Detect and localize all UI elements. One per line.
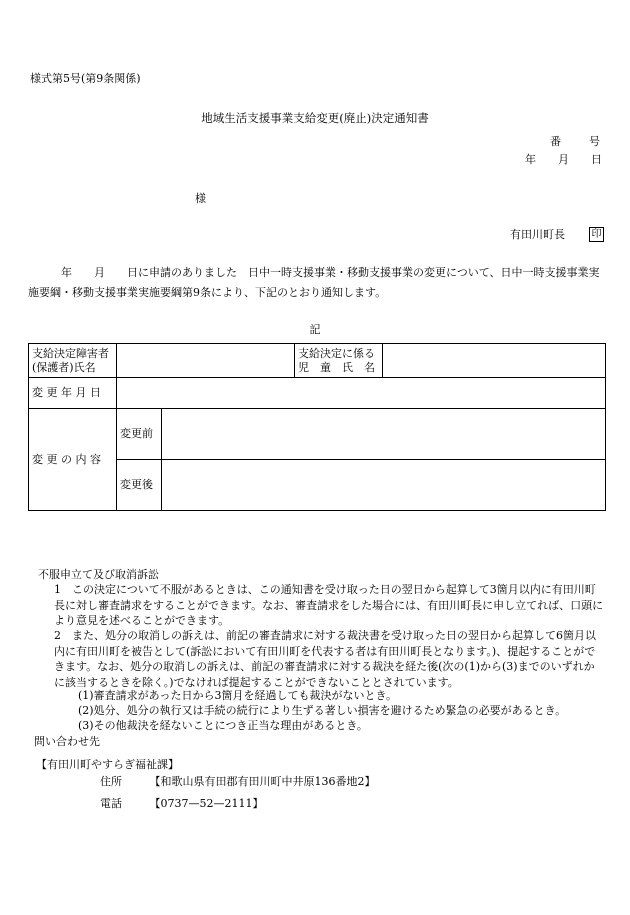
change-date-value [117,378,606,409]
inquiry-phone-row [100,795,264,811]
record-mark: 記 [309,323,321,336]
issuer-block [510,226,604,242]
recipient-name-value [117,344,295,378]
child-label-line2: 児 童 氏 名 [298,360,375,374]
inquiry-office: 【有田川町やすらぎ福祉課】 [36,758,179,771]
after-value [162,460,606,511]
form-number: 様式第5号(第9条関係) [30,72,141,85]
date-label: 年 月 日 [525,153,602,166]
table-row [29,378,606,409]
after-label: 変更後 [117,460,162,511]
recipient-name-label [29,344,117,378]
appeal-sub-item-3: (3)その他裁決を経ないことにつき正当な理由があるとき。 [78,719,368,732]
before-value [162,409,606,460]
reference-number-label: 番 号 [550,135,602,148]
child-name-label [295,344,383,378]
change-content-label: 変 更 の 内 容 [29,409,117,511]
recipient-label-line1: 支給決定障害者 [32,346,109,360]
appeal-item-2: 2 また、処分の取消しの訴えは、前記の審査請求に対する裁決書を受け取った日の翌日から起算して6箇月以内に有田川町を被告として(訴訟において有田川町を代表する者は有田川町長となります。)、提起することができます。なお、処分の取消しの訴えは、前記の審査請求に対する裁決を経た後(次の(1)から(3)までのいずれかに該当するときを除く。)でなければ提起することができないこととされています。 [54,629,596,689]
inquiry-heading: 問い合わせ先 [34,735,100,748]
appeal-item-1: 1 この決定について不服があるときは、この通知書を受け取った日の翌日から起算して3箇月以内に有田川町長に対し審査請求をすることができます。なお、審査請求をした場合には、有田川町長に申し立てれば、口頭により意見を述べることができます。 [54,583,604,627]
appeal-sub-item-2: (2)処分、処分の執行又は手続の続行により生ずる著しい損害を避けるため緊急の必要があるとき。 [78,704,567,717]
change-date-label: 変 更 年 月 日 [29,378,117,409]
phone-label: 電話 [100,797,122,810]
document-title: 地域生活支援事業支給変更(廃止)決定通知書 [201,111,429,125]
phone-value: 【0737—52—2111】 [149,797,264,810]
issuer-name: 有田川町長 [510,228,565,241]
addressee-suffix: 様 [195,192,206,205]
child-label-line1: 支給決定に係る [298,346,375,360]
address-label: 住所 [100,775,122,788]
table-row [29,409,606,460]
recipient-label-line2: (保護者)氏名 [32,360,96,374]
notice-body: 年 月 日に申請のありました 日中一時支援事業・移動支援事業の変更について、日中一時支援事業実施要綱・移動支援事業実施要綱第9条により、下記のとおり通知します。 [28,266,600,299]
before-label: 変更前 [117,409,162,460]
appeal-sub-item-1: (1)審査請求があった日から3箇月を経過しても裁決がないとき。 [78,689,398,702]
table-row [29,344,606,378]
seal-mark: 印 [589,227,604,242]
child-name-value [383,344,606,378]
inquiry-address-row [100,773,376,789]
address-value: 【和歌山県有田郡有田川町中井原136番地2】 [149,775,376,788]
decision-table [28,343,606,511]
appeal-heading: 不服申立て及び取消訴訟 [38,568,159,581]
